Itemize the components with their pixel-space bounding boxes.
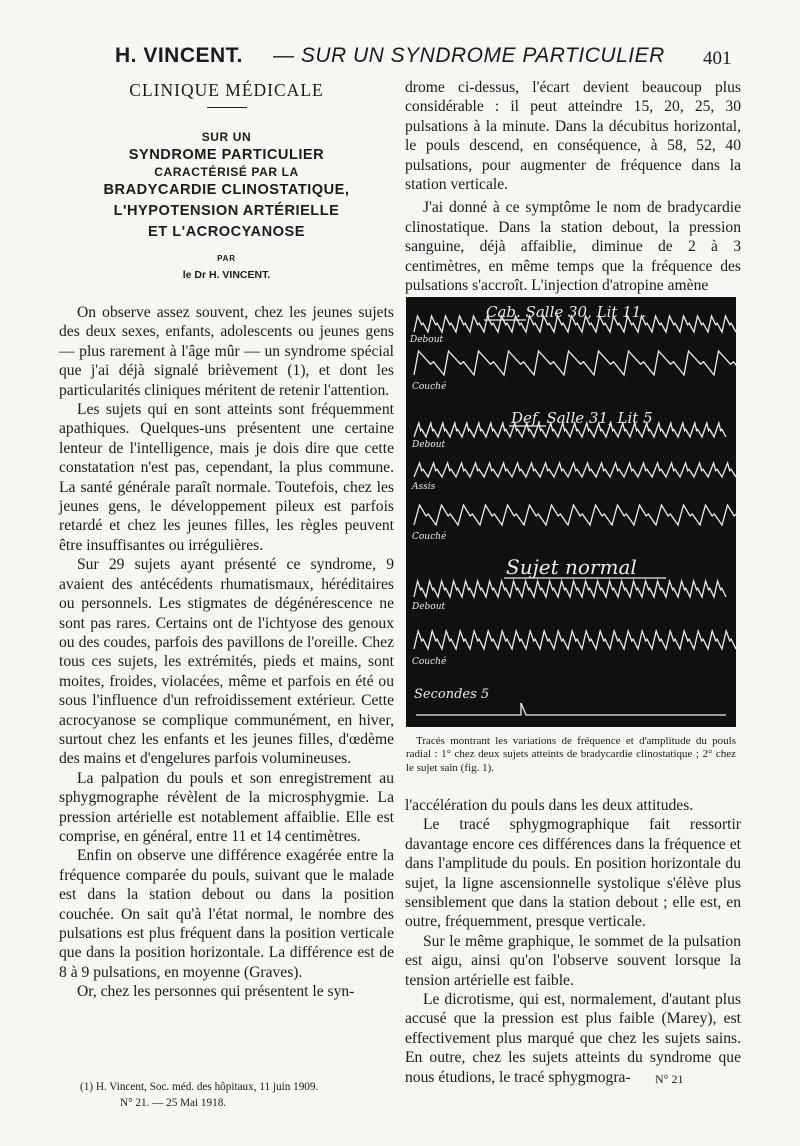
- figure-label-debout: Debout: [410, 335, 444, 345]
- header-author: H. VINCENT.: [115, 44, 244, 67]
- paragraph: J'ai donné à ce symptôme le nom de bradycardie clinostatique. Dans la station debout, la pression sanguine, déjà affaiblie, diminue de 2 à 3 centimètres, en même temps que la fréquence des pulsations s'accroît. L'injection d'atropine amène: [405, 199, 741, 295]
- paragraph: drome ci-dessus, l'écart devient beaucoup plus considérable : il peut atteindre 15, 20, 25, 30 pulsations à la minute. Dans la décubitus horizontal, le pouls descend, en conséquence, à 58, 52, 40 pulsations, pour augmenter de fréquence dans la station verticale.: [405, 79, 741, 194]
- time-marker-line: [416, 703, 726, 715]
- issue-number: N° 21: [655, 1072, 684, 1086]
- paragraph: La palpation du pouls et son enregistrement au sphygmographe révèlent de la microsphygmie. La pression artérielle est notablement affaiblie. Elle est comprise, en général, entre 11 et 14 centimètres.: [59, 769, 394, 845]
- figure-label-def: Def. Salle 31, Lit 5: [511, 409, 653, 427]
- figure-label-debout: Debout: [412, 440, 446, 450]
- article-title-line: BRADYCARDIE CLINOSTATIQUE,: [103, 182, 350, 198]
- footnote: (1) H. Vincent, Soc. méd. des hôpitaux, 11 juin 1909.: [80, 1081, 319, 1093]
- paragraph: Les sujets qui en sont atteints sont fréquemment apathiques. Quelques-uns présentent une certaine lenteur de l'intelligence, mais je dois dire que cette constatation n'est pas, cependant, la plus commune. La santé générale paraît normale. Toutefois, chez les jeunes gens, le développement pileux est parfois retardé et chez les jeunes filles, les règles peuvent être insuffisantes ou irrégulières.: [59, 401, 394, 554]
- figure-caption: Tracés montrant les variations de fréquence et d'amplitude du pouls radial : 1° chez deux sujets atteints de bradycardie clinostatique ; 2° chez le sujet sain (fig. 1).: [406, 735, 736, 774]
- running-header: [95, 40, 735, 70]
- pulse-tracings: [406, 297, 736, 727]
- figure-label-assis: Assis: [412, 482, 436, 492]
- article-title-line: SYNDROME PARTICULIER: [128, 147, 325, 163]
- paragraph: On observe assez souvent, chez les jeunes sujets des deux sexes, enfants, adolescents ou jeunes gens — plus rarement à l'âge mûr — un syndrome spécial que j'ai déjà signalé brièvement (1), et dont les particularités cliniques méritent de retenir l'attention.: [59, 304, 394, 399]
- article-title-line: SUR UN: [201, 130, 252, 144]
- paragraph: Or, chez les personnes qui présentent le syn-: [77, 983, 355, 1001]
- section-rule: [207, 107, 247, 108]
- sphygmograph-figure: [406, 297, 736, 727]
- article-par: PAR: [217, 254, 236, 263]
- paragraph: l'accélération du pouls dans les deux attitudes.: [405, 797, 694, 814]
- paragraph: Enfin on observe une différence exagérée entre la fréquence comparée du pouls, suivant que le malade est dans la station debout ou dans la position couchée. On sait qu'à l'état normal, le nombre des pulsations est plus fréquent dans la position verticale que dans la position horizontale. La différence est de 8 à 9 pulsations, en moyenne (Graves).: [59, 847, 394, 981]
- figure-label-couche: Couché: [412, 382, 447, 392]
- article-title-line: L'HYPOTENSION ARTÉRIELLE: [113, 203, 340, 219]
- pulse-trace: [414, 463, 736, 477]
- figure-label-secondes: Secondes 5: [414, 687, 490, 702]
- figure-label-debout: Debout: [412, 602, 446, 612]
- pulse-trace: [414, 351, 736, 375]
- figure-label-cab: Cab. Salle 30, Lit 11.: [486, 303, 647, 321]
- figure-label-sujet: Sujet normal: [506, 555, 637, 579]
- right-column-top: [405, 78, 741, 295]
- pulse-trace: [414, 581, 726, 597]
- paragraph: Sur le même graphique, le sommet de la pulsation est aigu, ainsi qu'on l'observe souvent lorsque la tension artérielle est faible.: [405, 932, 741, 989]
- header-title: — SUR UN SYNDROME PARTICULIER: [273, 44, 665, 67]
- figure-label-couche: Couché: [412, 532, 447, 542]
- right-column-bottom: [405, 796, 741, 1087]
- figure-label-couche: Couché: [412, 657, 447, 667]
- article-title-line: CARACTÉRISÉ PAR LA: [154, 165, 299, 179]
- pulse-trace: [414, 631, 736, 649]
- pulse-trace: [414, 505, 736, 525]
- section-heading: CLINIQUE MÉDICALE: [129, 80, 324, 100]
- article-title-line: ET L'ACROCYANOSE: [148, 224, 305, 240]
- left-column: [59, 78, 394, 1002]
- paragraph: Le tracé sphygmographique fait ressortir davantage encore ces différences dans la fréquence et dans l'amplitude du pouls. En position horizontale du sujet, la ligne ascensionnelle systolique s'élève plus sensiblement que dans la station debout ; elle est, en outre, fréquemment, presque verticale.: [405, 816, 741, 931]
- paragraph: Le dicrotisme, qui est, normalement, d'autant plus accusé que la pression est plus faible (Marey), est effectivement plus marqué que chez les sujets sains. En outre, chez les sujets atteints du syndrome que nous étudions, le tracé sphygmogra-: [405, 991, 741, 1086]
- issue-line: N° 21. — 25 Mai 1918.: [120, 1097, 227, 1109]
- paragraph: Sur 29 sujets ayant présenté ce syndrome, 9 avaient des antécédents rhumatismaux, héréditaires ou personnels. Les stigmates de dégénérescence ne sont pas rares. Certains ont de l'ichtyose des genoux ou des coudes, parfois des pavillons de l'oreille. Chez tous ces sujets, les extrémités, pieds et mains, sont moites, froides, violacées, même et parfois en été ou sous l'influence d'un refroidissement extérieur. Cette acrocyanose se complique communément, en hiver, surtout chez les enfants et les jeunes filles, d'œdème des mains et d'engelures parfois volumineuses.: [59, 556, 394, 768]
- article-author: le Dr H. VINCENT.: [182, 269, 271, 281]
- page-number: 401: [703, 48, 732, 69]
